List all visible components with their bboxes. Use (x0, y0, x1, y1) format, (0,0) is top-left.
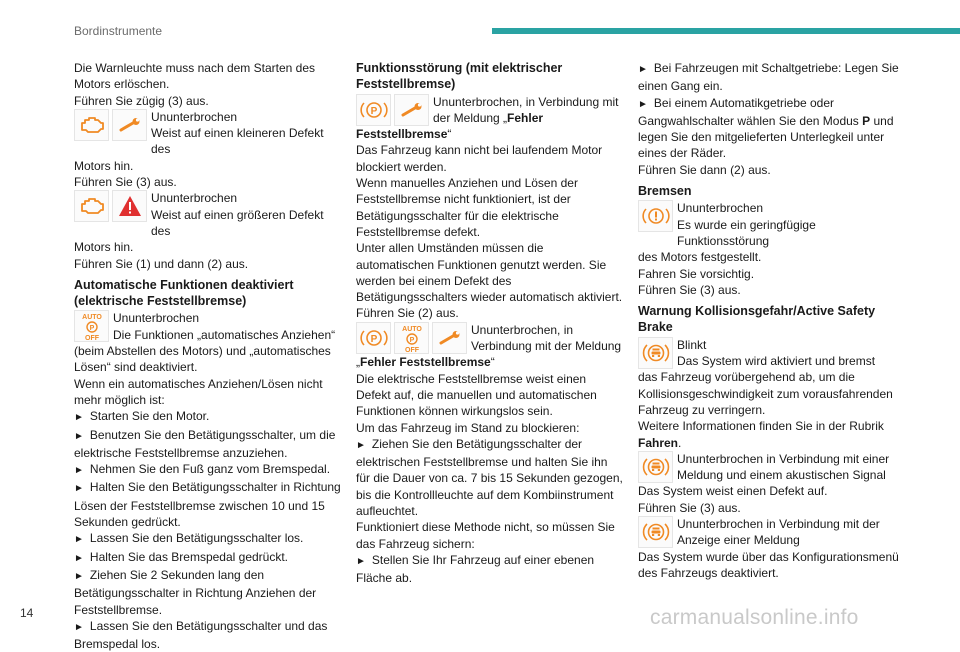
section-heading: Automatische Funktionen deaktiviert (elektrische Feststellbremse) (74, 277, 294, 309)
collision-brake-icon (638, 451, 673, 483)
paragraph: Motors hin. (74, 158, 134, 173)
paragraph: Das System wurde über das Konfigurationsmenü des Fahrzeugs deaktiviert. (638, 549, 899, 580)
description-text: Anzeige einer Meldung (677, 533, 800, 548)
status-text: Ununterbrochen (677, 201, 764, 216)
text: „ (356, 355, 360, 370)
watermark: carmanualsonline.info (650, 606, 859, 629)
park-label: P (89, 325, 94, 333)
paragraph: das Fahrzeug vorübergehend ab, um die Kollisionsgeschwindigkeit zum vorausfahrenden Fahrzeug zu verringern. (638, 370, 893, 417)
status-text: Ununterbrochen in Verbindung mit einer (677, 451, 890, 466)
bullet-item: ► Halten Sie den Betätigungsschalter in Richtung Lösen der Feststellbremse zwischen 10 und 15 Sekunden gedrückt. (74, 479, 344, 530)
icon-block (638, 200, 910, 249)
engine-icon (74, 190, 109, 222)
off-label: OFF (404, 346, 419, 353)
paragraph: Die Warnleuchte muss nach dem Starten des Motors erlöschen. (74, 61, 316, 92)
paragraph: Führen Sie (3) aus. (638, 500, 741, 515)
paragraph: Fahren Sie vorsichtig. (638, 266, 755, 281)
paragraph: Das Fahrzeug kann nicht bei laufendem Motor blockiert werden. (356, 143, 603, 174)
paragraph: Das System weist einen Defekt auf. (638, 484, 828, 499)
icon-block (638, 451, 910, 484)
bullet-item: ► Starten Sie den Motor. (74, 408, 344, 426)
parking-brake-icon (356, 322, 391, 354)
icon-block (638, 337, 910, 370)
status-text: Ununterbrochen (113, 311, 200, 326)
collision-brake-icon (638, 337, 673, 369)
icon-block (74, 109, 344, 158)
auto-label: AUTO (401, 325, 422, 333)
icon-block (638, 516, 910, 549)
page-number: 14 (20, 606, 34, 620)
icon-block (356, 94, 624, 127)
text: Weitere Informationen finden Sie in der Rubrik (638, 419, 884, 434)
wrench-icon (112, 109, 147, 141)
status-text: Ununterbrochen in Verbindung mit der (677, 517, 880, 532)
status-text: Blinkt (677, 337, 707, 352)
parking-brake-icon (356, 94, 391, 126)
paragraph: Führen Sie (3) aus. (638, 282, 741, 297)
paragraph: (beim Abstellen des Motors) und „automatisches Lösen“ sind deaktiviert. (74, 344, 331, 375)
column-1 (74, 60, 344, 652)
engine-icon (74, 109, 109, 141)
bullet-item: ► Stellen Sie Ihr Fahrzeug auf einer ebenen Fläche ab. (356, 552, 624, 587)
description-text: Das System wird aktiviert und bremst (677, 354, 876, 369)
auto-label: AUTO (81, 314, 102, 322)
wrench-icon (394, 94, 429, 126)
bullet-item: ► Lassen Sie den Betätigungsschalter und das Bremspedal los. (74, 618, 344, 652)
column-2 (356, 60, 624, 587)
paragraph: Führen Sie (1) und dann (2) aus. (74, 256, 249, 271)
icon-block (74, 190, 344, 239)
paragraph: des Motors festgestellt. (638, 250, 762, 265)
section-heading: Bremsen (638, 184, 692, 199)
bullet-item: ► Halten Sie das Bremspedal gedrückt. (74, 549, 344, 567)
paragraph: Führen Sie (3) aus. (74, 175, 177, 190)
paragraph: Führen Sie zügig (3) aus. (74, 93, 209, 108)
text: der Meldung „ (433, 110, 508, 125)
bullet-item (638, 95, 910, 162)
park-label: P (370, 105, 377, 117)
bullet-item: ► Nehmen Sie den Fuß ganz vom Bremspedal. (74, 461, 344, 479)
text: . (678, 435, 682, 450)
message-text: Fehler Feststellbremse (360, 355, 491, 370)
column-3 (638, 60, 910, 581)
wrench-icon (432, 322, 467, 354)
auto-off-brake-icon (394, 322, 429, 354)
auto-off-brake-icon (74, 310, 109, 342)
description-text: Es wurde ein geringfügige Funktionsstörung (677, 217, 816, 248)
header-accent-bar (492, 28, 960, 34)
paragraph: Führen Sie dann (2) aus. (638, 162, 771, 177)
paragraph: Unter allen Umständen müssen die automatischen Funktionen genutzt werden. Sie werden bei einem Defekt des Betätigungsschalters wieder automatisch aktiviert. (356, 241, 623, 305)
text: Bei einem Automatikgetriebe oder Gangwahlschalter wählen Sie den Modus (638, 95, 863, 128)
paragraph: Führen Sie (2) aus. (356, 306, 459, 321)
section-link-text: Fahren (638, 435, 679, 450)
bullet-item: ► Benutzen Sie den Betätigungsschalter, um die elektrische Feststellbremse anzuziehen. (74, 427, 344, 462)
section-heading: Funktionsstörung (mit elektrischer Feststellbremse) (356, 61, 563, 92)
text: “ (490, 355, 495, 370)
paragraph: Wenn ein automatisches Anziehen/Lösen nicht mehr möglich ist: (74, 376, 323, 407)
running-header: Bordinstrumente (74, 24, 163, 38)
icon-block (74, 310, 344, 343)
off-label: OFF (84, 335, 99, 342)
description-text: Meldung und einem akustischen Signal (677, 468, 886, 483)
text: “ (447, 127, 452, 142)
park-label: P (370, 333, 377, 345)
paragraph: Die elektrische Feststellbremse weist einen Defekt auf, die manuellen und automatischen Funktionen können wirkungslos sein. (356, 371, 597, 419)
description-text: Weist auf einen kleineren Defekt des (151, 126, 324, 157)
text: und legen Sie den mitgelieferten Unterlegkeil unter eines der Räder. (638, 113, 894, 161)
message-text: Feststellbremse (356, 127, 448, 142)
description-text: Die Funktionen „automatisches Anziehen“ (113, 327, 336, 342)
description-text: Weist auf einen größeren Defekt des (151, 207, 324, 238)
brake-warning-icon (638, 200, 673, 232)
status-text: Ununterbrochen (151, 109, 238, 124)
bullet-item: ► Lassen Sie den Betätigungsschalter los. (74, 530, 344, 548)
icon-block (356, 322, 624, 355)
status-text: Ununterbrochen (151, 191, 238, 206)
message-text: Fehler (507, 110, 544, 125)
mode-text: P (862, 113, 871, 128)
section-heading: Warnung Kollisionsgefahr/Active Safety Brake (638, 304, 876, 335)
collision-brake-icon (638, 516, 673, 548)
paragraph: Um das Fahrzeug im Stand zu blockieren: (356, 420, 580, 435)
description-text: Verbindung mit der Meldung (471, 339, 622, 354)
description-text: Ununterbrochen, in Verbindung mit (433, 94, 619, 109)
bullet-item: ► Ziehen Sie 2 Sekunden lang den Betätigungsschalter in Richtung Anziehen der Feststellbremse. (74, 567, 344, 618)
description-text: Ununterbrochen, in (471, 322, 574, 337)
bullet-item: ► Bei Fahrzeugen mit Schaltgetriebe: Legen Sie einen Gang ein. (638, 60, 910, 95)
paragraph: Wenn manuelles Anziehen und Lösen der Feststellbremse nicht funktioniert, ist der Betätigungsschalter für die elektrische Feststellbremse defekt. (356, 176, 578, 239)
warning-triangle-icon (112, 190, 147, 222)
bullet-item: ► Ziehen Sie den Betätigungsschalter der elektrischen Feststellbremse und halten Sie ihn für die Dauer von ca. 7 bis 15 Sekunden gezogen, bis die Kontrollleuchte auf dem Kombiinstrument aufleuchtet. (356, 436, 624, 519)
paragraph: Motors hin. (74, 240, 134, 255)
paragraph: Funktioniert diese Methode nicht, so müssen Sie das Fahrzeug sichern: (356, 520, 615, 551)
park-label: P (409, 336, 414, 344)
